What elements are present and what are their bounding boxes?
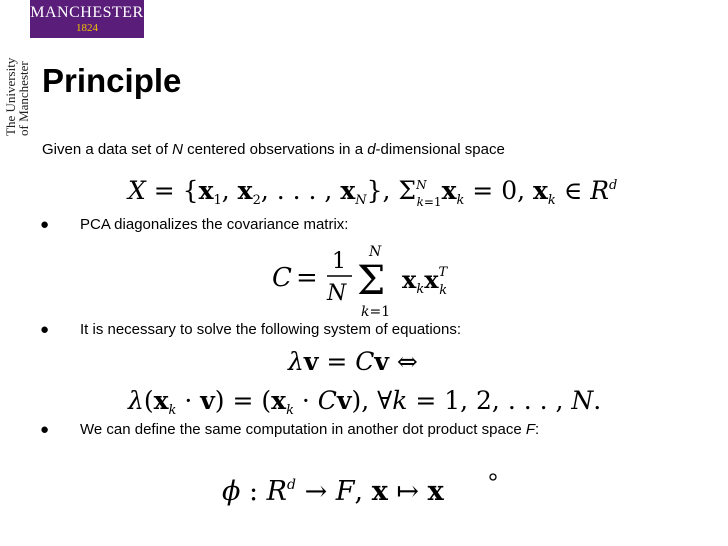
bullet-dot-icon: ● bbox=[40, 321, 50, 338]
svg-text:k=1: k=1 bbox=[361, 304, 391, 320]
svg-text:X = {x1, x2, . . . , xN}, ΣNk=: $X = \{x_1$, $x_2$, . . . , $x_N$}, $\Sigma^N$ $k=1x_k = 0$, $x_k$ ∈ $R^d$ bbox=[128, 176, 618, 209]
intro-mid: centered observations in a bbox=[182, 141, 368, 158]
svg-text:xkxTk: $x_kx^T$ k bbox=[402, 265, 448, 298]
bullet-item bbox=[40, 421, 539, 438]
bullet-dot-icon: ● bbox=[40, 421, 50, 438]
bullet-item bbox=[40, 321, 461, 338]
intro-var-d: d bbox=[367, 141, 376, 158]
intro-text bbox=[42, 141, 505, 158]
svg-text:λ(xk · v) = (xk · Cv), ∀k = 1,: $\lambda(x_k \cdot v) = (x_k \cdot Cv)$, ∀k = 1, 2, . . . , N. bbox=[128, 386, 602, 418]
svg-text:=: = bbox=[296, 263, 318, 293]
svg-text:N: N bbox=[369, 244, 382, 260]
university-side-text bbox=[3, 42, 31, 138]
eigen-formula-1 bbox=[288, 342, 468, 385]
feature-map-formula bbox=[222, 468, 522, 517]
bullet-suffix: : bbox=[535, 421, 540, 438]
intro-suffix: -dimensional space bbox=[375, 141, 505, 158]
slide-title: Principle bbox=[42, 62, 182, 99]
svg-text:λv = Cv ⇔: λv = Cv ⇔ bbox=[288, 347, 418, 376]
svg-text:ϕ : Rd → F, x ↦ x: ϕ : $R^d \to F$, x ↦ x bbox=[222, 476, 444, 507]
svg-text:N: N bbox=[327, 281, 347, 306]
bullet-var-f: F bbox=[525, 421, 536, 438]
svg-text:C: C bbox=[272, 263, 292, 293]
covariance-formula bbox=[272, 238, 472, 327]
logo-name: MANCHESTER bbox=[30, 4, 144, 21]
intro-var-n: N bbox=[172, 141, 183, 158]
bullet-text: PCA diagonalizes the covariance matrix: bbox=[80, 216, 349, 233]
svg-text:1: 1 bbox=[332, 249, 346, 274]
side-text-line1: The University bbox=[3, 57, 18, 136]
dataset-formula bbox=[128, 170, 618, 217]
bullet-prefix: We can define the same computation in another dot product space bbox=[80, 421, 526, 438]
side-text-line2: of Manchester bbox=[16, 61, 31, 136]
svg-text:Σ: Σ bbox=[357, 258, 386, 304]
bullet-dot-icon: ● bbox=[40, 216, 50, 233]
bullet-item bbox=[40, 216, 348, 233]
eigen-formula-2 bbox=[128, 380, 608, 427]
logo-year: 1824 bbox=[76, 22, 98, 34]
university-logo bbox=[30, 0, 144, 38]
bullet-text: It is necessary to solve the following system of equations: bbox=[80, 321, 462, 338]
intro-prefix: Given a data set of bbox=[42, 141, 173, 158]
